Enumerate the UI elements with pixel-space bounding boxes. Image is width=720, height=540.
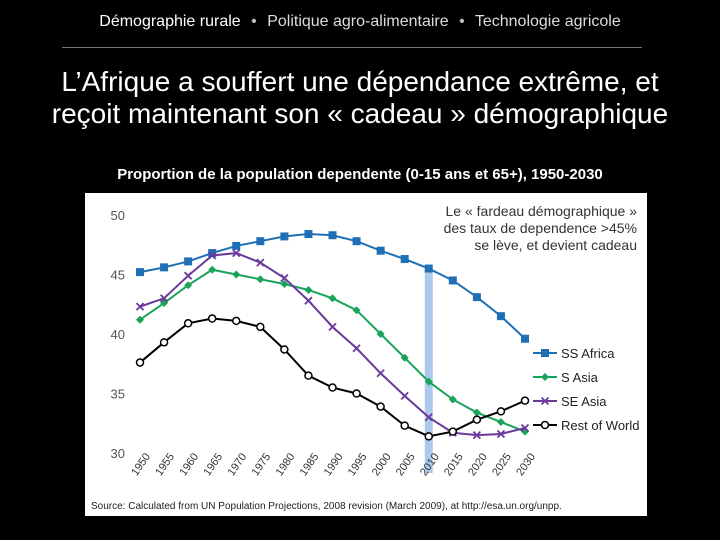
data-point — [304, 286, 312, 294]
series-line — [140, 319, 525, 437]
y-tick-label: 45 — [110, 267, 125, 283]
data-point — [256, 237, 264, 245]
x-tick-label: 1995 — [345, 451, 370, 479]
legend-marker — [542, 422, 549, 429]
data-point — [449, 428, 456, 435]
x-tick-label: 1975 — [249, 451, 274, 479]
data-point — [473, 293, 481, 301]
data-point — [401, 392, 408, 399]
series-line — [140, 270, 525, 432]
x-tick-label: 1965 — [201, 451, 226, 479]
x-tick-label: 2010 — [417, 451, 442, 479]
data-point — [329, 323, 336, 330]
slide-title — [0, 66, 720, 130]
data-point — [353, 237, 361, 245]
data-point — [449, 276, 457, 284]
data-point — [522, 397, 529, 404]
annotation-line-1: Le « fardeau démographique » — [445, 203, 637, 219]
data-point — [401, 255, 409, 263]
chart-subtitle: Proportion de la population dependente (0-15 ans et 65+), 1950-2030 — [117, 166, 603, 183]
y-tick-label: 40 — [110, 327, 125, 342]
data-point — [329, 231, 337, 239]
top-navigation — [0, 13, 720, 31]
data-point — [497, 312, 505, 320]
chart-panel — [85, 193, 647, 516]
data-point — [160, 263, 168, 271]
y-tick-label: 35 — [110, 386, 125, 402]
data-point — [473, 409, 481, 417]
x-tick-label: 1990 — [321, 451, 346, 479]
slide-title-line-1: L’Afrique a souffert une dépendance extrême, et — [61, 66, 659, 97]
nav-item-demographie-rurale[interactable]: Démographie rurale — [99, 13, 241, 30]
slide-title-line-2: reçoit maintenant son « cadeau » démographique — [51, 98, 669, 129]
data-point — [280, 232, 288, 240]
data-point — [329, 294, 337, 302]
data-point — [184, 257, 192, 265]
data-point — [232, 271, 240, 279]
x-tick-label: 2020 — [466, 451, 490, 479]
highlight-band-2010 — [425, 270, 433, 473]
x-tick-label: 2005 — [393, 451, 418, 479]
nav-item-technologie-agricole[interactable]: Technologie agricole — [474, 13, 621, 30]
x-tick-label: 1985 — [297, 451, 322, 479]
y-tick-label: 30 — [110, 446, 125, 461]
data-point — [329, 384, 336, 391]
source-note: Source: Calculated from UN Population Projections, 2008 revision (March 2009), at http://esa.un.org/unpp. — [91, 501, 562, 512]
chart-annotation — [415, 203, 637, 254]
data-point — [401, 422, 408, 429]
x-tick-label: 1970 — [225, 451, 250, 479]
data-point — [305, 297, 312, 304]
x-tick-label: 2000 — [369, 451, 394, 479]
data-point — [425, 433, 432, 440]
data-point — [161, 339, 168, 346]
x-tick-label: 1950 — [129, 451, 154, 479]
data-point — [353, 345, 360, 352]
data-point — [185, 320, 192, 327]
legend-label: SS Africa — [561, 346, 615, 361]
data-point — [257, 323, 264, 330]
data-point — [377, 403, 384, 410]
data-point — [281, 346, 288, 353]
legend-label: Rest of World — [561, 418, 640, 433]
nav-separator: • — [459, 13, 465, 30]
header-divider — [62, 47, 642, 48]
legend-marker — [541, 373, 549, 381]
data-point — [232, 242, 240, 250]
data-point — [304, 230, 312, 238]
data-point — [185, 272, 192, 279]
data-point — [377, 370, 384, 377]
data-point — [497, 408, 504, 415]
annotation-line-3: se lève, et devient cadeau — [474, 237, 637, 253]
x-tick-label: 1955 — [153, 451, 178, 479]
annotation-line-2: des taux de dependence >45% — [443, 220, 637, 236]
x-tick-label: 2015 — [442, 451, 466, 479]
data-point — [473, 416, 480, 423]
data-point — [305, 372, 312, 379]
data-point — [353, 390, 360, 397]
legend-label: SE Asia — [561, 394, 607, 409]
x-tick-label: 2025 — [490, 451, 515, 479]
legend-marker — [541, 349, 549, 357]
x-tick-label: 1960 — [177, 451, 202, 479]
y-tick-label: 50 — [110, 208, 125, 223]
x-tick-label: 1980 — [273, 451, 298, 479]
data-point — [209, 315, 216, 322]
data-point — [137, 359, 144, 366]
data-point — [521, 335, 529, 343]
nav-item-politique-agro-alimentaire[interactable]: Politique agro-alimentaire — [267, 13, 449, 30]
data-point — [425, 265, 433, 273]
data-point — [377, 247, 385, 255]
data-point — [233, 317, 240, 324]
legend-label: S Asia — [561, 370, 598, 385]
x-tick-label: 2030 — [514, 451, 539, 479]
data-point — [256, 275, 264, 283]
nav-separator: • — [251, 13, 257, 30]
data-point — [136, 268, 144, 276]
data-point — [497, 418, 505, 426]
